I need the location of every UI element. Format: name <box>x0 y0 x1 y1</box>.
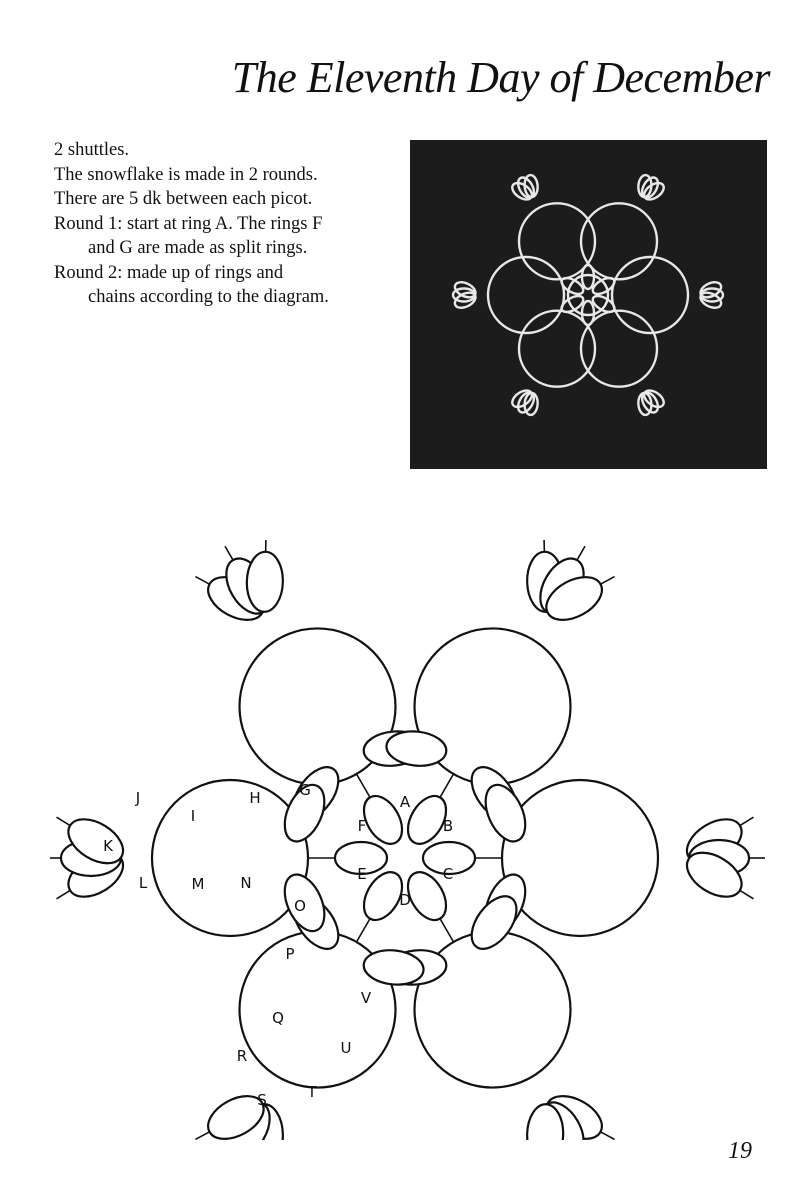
ring-label-e: E <box>357 865 367 883</box>
tip-ring <box>246 540 284 612</box>
ring-label-r: R <box>236 1047 248 1065</box>
ring-label-j: J <box>135 789 141 807</box>
picot <box>740 890 754 898</box>
ring-label-a: A <box>399 793 411 811</box>
ring-label-s: S <box>257 1091 267 1109</box>
lace-ring <box>612 257 688 333</box>
picot <box>600 1132 614 1140</box>
ring-oval <box>246 551 284 612</box>
ring-label-f: F <box>357 817 367 835</box>
ring-label-p: P <box>285 945 295 963</box>
snowflake-diagram <box>50 540 780 1140</box>
instruction-line: and G are made as split rings. <box>88 238 308 258</box>
snowflake-photo <box>410 140 767 469</box>
lace-ring <box>698 290 723 311</box>
lace-ring <box>582 301 594 325</box>
ring-label-c: C <box>442 865 454 883</box>
ring-label-m: M <box>191 875 205 893</box>
ring-label-l: L <box>138 874 148 892</box>
picot <box>740 817 754 825</box>
ring-label-d: D <box>399 891 411 909</box>
lace-ring <box>488 257 564 333</box>
picot <box>225 546 233 560</box>
large-ring <box>502 780 658 936</box>
ring-label-t: T <box>307 1083 317 1101</box>
ring-label-q: Q <box>272 1009 284 1027</box>
snowflake-photo-image <box>410 140 767 469</box>
ring-label-v: V <box>360 989 372 1007</box>
instruction-line: chains according to the diagram. <box>88 287 329 307</box>
ring-label-k: K <box>103 837 113 855</box>
lace-snowflake <box>452 175 723 416</box>
ring-label-u: U <box>340 1039 352 1057</box>
picot <box>57 890 71 898</box>
ring-label-o: O <box>294 897 306 915</box>
outer-rings <box>152 628 658 1087</box>
picot <box>195 577 209 585</box>
picot <box>577 546 585 560</box>
picot <box>600 577 614 585</box>
instruction-line: There are 5 dk between each picot. <box>54 189 313 209</box>
picot <box>57 817 71 825</box>
instruction-line: 2 shuttles. <box>54 140 130 160</box>
large-ring <box>152 780 308 936</box>
ring-label-i: I <box>190 807 196 825</box>
snowflake-diagram-svg <box>50 540 780 1140</box>
ring-label-g: G <box>299 781 311 799</box>
instructions-text <box>54 138 394 310</box>
ring-label-h: H <box>249 789 261 807</box>
ring-label-n: N <box>240 874 252 892</box>
page-title: The Eleventh Day of December <box>231 53 770 102</box>
lace-ring <box>519 203 595 279</box>
lace-ring <box>452 279 477 300</box>
instruction-line: Round 1: start at ring A. The rings F <box>54 213 323 234</box>
picot <box>195 1132 209 1140</box>
instruction-line: Round 2: made up of rings and <box>54 262 284 283</box>
page-number: 19 <box>728 1138 752 1164</box>
instruction-line: The snowflake is made in 2 rounds. <box>54 164 318 185</box>
ring-label-b: B <box>442 817 454 835</box>
